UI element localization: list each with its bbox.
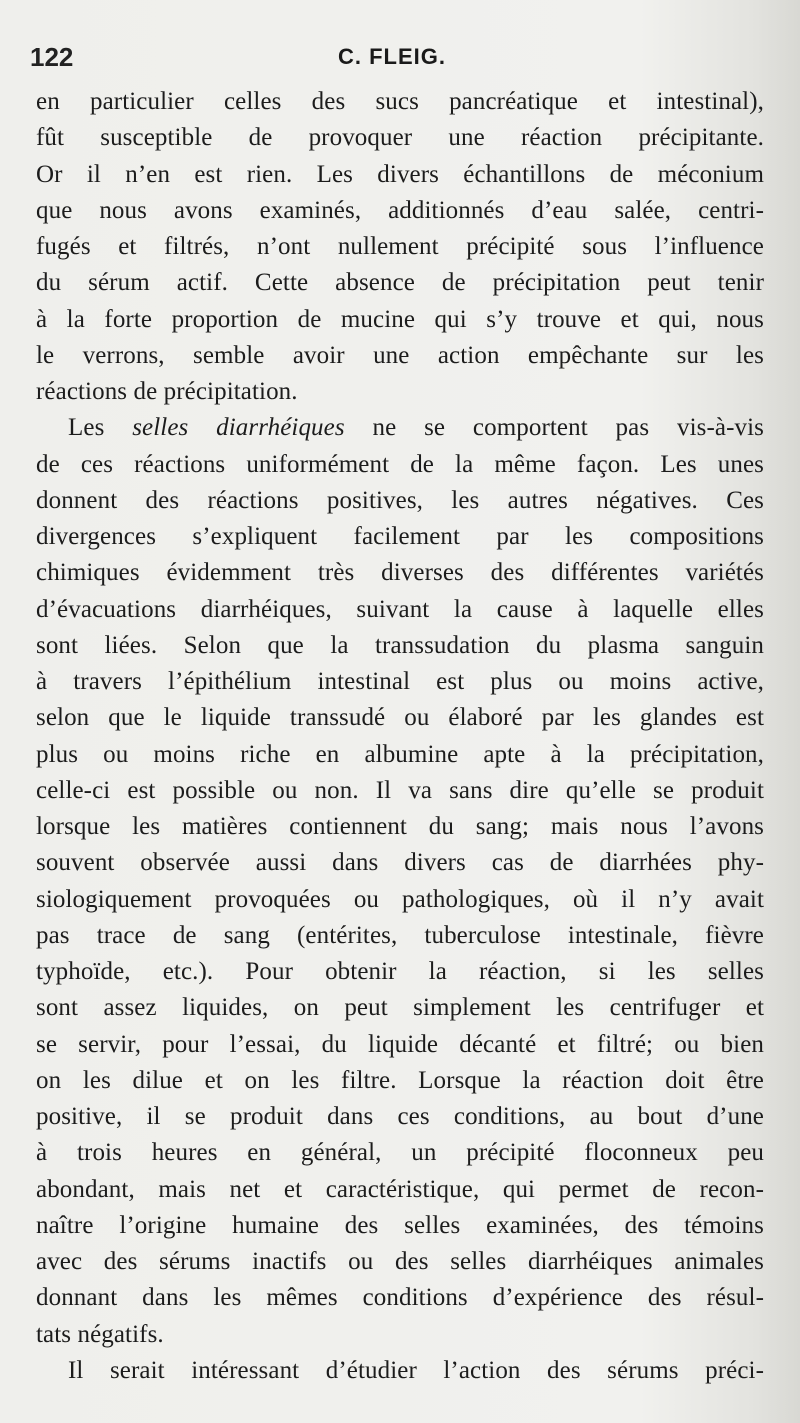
text-line: positive, il se produit dans ces conditions, au bout d’une: [36, 1103, 764, 1130]
text-line: celle-ci est possible ou non. Il va sans dire qu’elle se produit: [36, 776, 764, 804]
text-line: en particulier celles des sucs pancréatique et intestinal),: [36, 88, 764, 115]
paragraph-first-line: [36, 410, 764, 446]
text-line: lorsque les matières contiennent du sang; mais nous l’avons: [36, 813, 764, 840]
italic-term: selles diarrhéiques: [132, 414, 345, 442]
body-text: [36, 84, 764, 1389]
text-line: se servir, pour l’essai, du liquide décanté et filtré; ou bien: [36, 1030, 764, 1058]
text-line: sont assez liquides, on peut simplement les centrifuger et: [36, 994, 764, 1022]
text-line: de ces réactions uniformément de la même façon. Les unes: [36, 450, 764, 478]
text-line: fût susceptible de provoquer une réaction précipitante.: [36, 124, 764, 152]
text-line: tats négatifs.: [36, 1320, 164, 1348]
text-line: siologiquement provoquées ou pathologiques, où il n’y avait: [36, 885, 764, 913]
text-line: le verrons, semble avoir une action empêchante sur les: [36, 341, 764, 369]
text-line: du sérum actif. Cette absence de précipitation peut tenir: [36, 269, 764, 297]
text-line: souvent observée aussi dans divers cas de diarrhées phy-: [36, 849, 764, 877]
text-line: divergences s’expliquent facilement par les compositions: [36, 523, 764, 550]
text-line: typhoïde, etc.). Pour obtenir la réaction, si les selles: [36, 958, 764, 985]
text-line: plus ou moins riche en albumine apte à la précipitation,: [36, 740, 764, 768]
text-line: chimiques évidemment très diverses des différentes variétés: [36, 559, 764, 587]
paragraph-first-line: Il serait intéressant d’étudier l’action des sérums préci-: [68, 1356, 764, 1384]
text-line: sont liées. Selon que la transsudation du plasma sanguin: [36, 631, 764, 659]
text-run: Les: [68, 414, 133, 442]
text-line: d’évacuations diarrhéiques, suivant la cause à laquelle elles: [36, 595, 764, 623]
text-line: naître l’origine humaine des selles examinées, des témoins: [36, 1211, 764, 1239]
text-line: à la forte proportion de mucine qui s’y trouve et qui, nous: [36, 305, 764, 333]
text-line: Or il n’en est rien. Les divers échantillons de méconium: [36, 160, 764, 188]
text-line: que nous avons examinés, additionnés d’eau salée, centri-: [36, 196, 764, 224]
running-head: C. FLEIG.: [338, 44, 446, 69]
page-number: 122: [30, 42, 74, 72]
text-line: donnant dans les mêmes conditions d’expérience des résul-: [36, 1284, 764, 1312]
text-line: pas trace de sang (entérites, tuberculose intestinale, fièvre: [36, 921, 764, 949]
text-line: abondant, mais net et caractéristique, qui permet de recon-: [36, 1175, 764, 1203]
text-run: ne se comportent pas vis-à-vis: [344, 414, 764, 442]
text-line: selon que le liquide transsudé ou élaboré par les glandes est: [36, 704, 764, 732]
text-line: réactions de précipitation.: [36, 378, 298, 405]
text-line: donnent des réactions positives, les autres négatives. Ces: [36, 486, 764, 514]
text-line: avec des sérums inactifs ou des selles diarrhéiques animales: [36, 1248, 764, 1275]
text-line: on les dilue et on les filtre. Lorsque la réaction doit être: [36, 1066, 764, 1094]
page-header: [30, 42, 770, 78]
text-line: à trois heures en général, un précipité floconneux peu: [36, 1139, 764, 1167]
text-line: fugés et filtrés, n’ont nullement précipité sous l’influence: [36, 233, 764, 260]
text-line: à travers l’épithélium intestinal est plus ou moins active,: [36, 668, 764, 695]
